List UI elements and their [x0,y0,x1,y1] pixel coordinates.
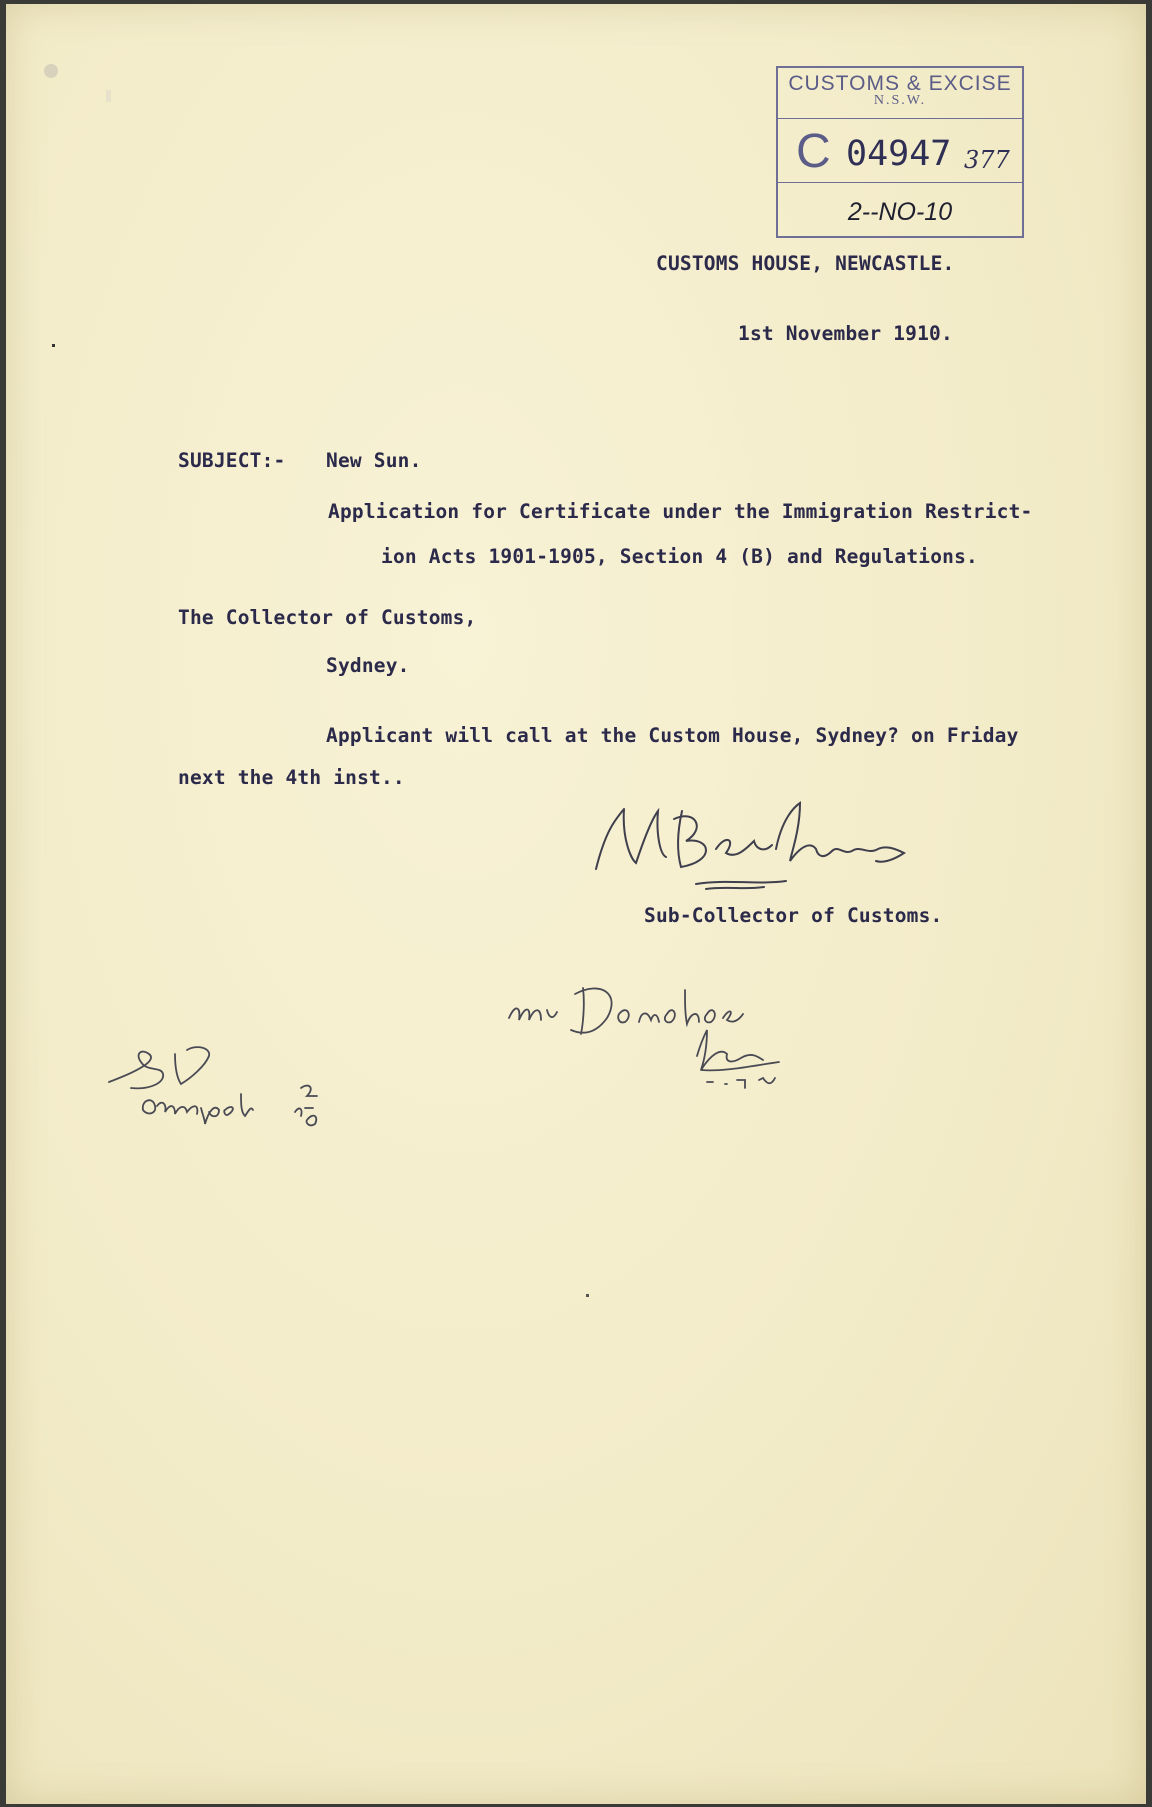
stamp-letter: C [796,125,831,178]
addressee-line-2: Sydney. [326,654,410,677]
body-line-1: Applicant will call at the Custom House, Sydney? on Friday [326,724,1019,747]
stamp-number: 04947 [846,134,952,174]
handwritten-signature [586,789,926,909]
customs-receipt-stamp [776,66,1024,238]
addressee-line-1: The Collector of Customs, [178,606,477,629]
page-blemish [106,90,111,102]
subject-name: New Sun. [326,449,422,472]
annotation-mr-donohoe [501,974,831,1104]
body-line-2: next the 4th inst.. [178,766,405,789]
subject-label: SUBJECT:- [178,449,286,472]
document-page [6,4,1146,1804]
annotation-bd-awaper [101,1024,391,1134]
page-blemish [52,344,55,347]
subject-line-1: Application for Certificate under the Immigration Restrict- [328,500,1033,523]
stamp-state: N.S.W. [873,93,927,108]
stamp-date: 2--NO-10 [847,198,953,226]
office-heading: CUSTOMS HOUSE, NEWCASTLE. [656,252,955,275]
page-blemish [44,64,58,78]
signatory-title: Sub-Collector of Customs. [644,904,943,927]
letter-date: 1st November 1910. [738,322,953,345]
page-blemish [586,1294,589,1297]
subject-line-2: ion Acts 1901-1905, Section 4 (B) and Regulations. [381,545,978,568]
stamp-org: CUSTOMS & EXCISE [788,72,1012,95]
stamp-sub-number: 377 [964,146,1010,174]
